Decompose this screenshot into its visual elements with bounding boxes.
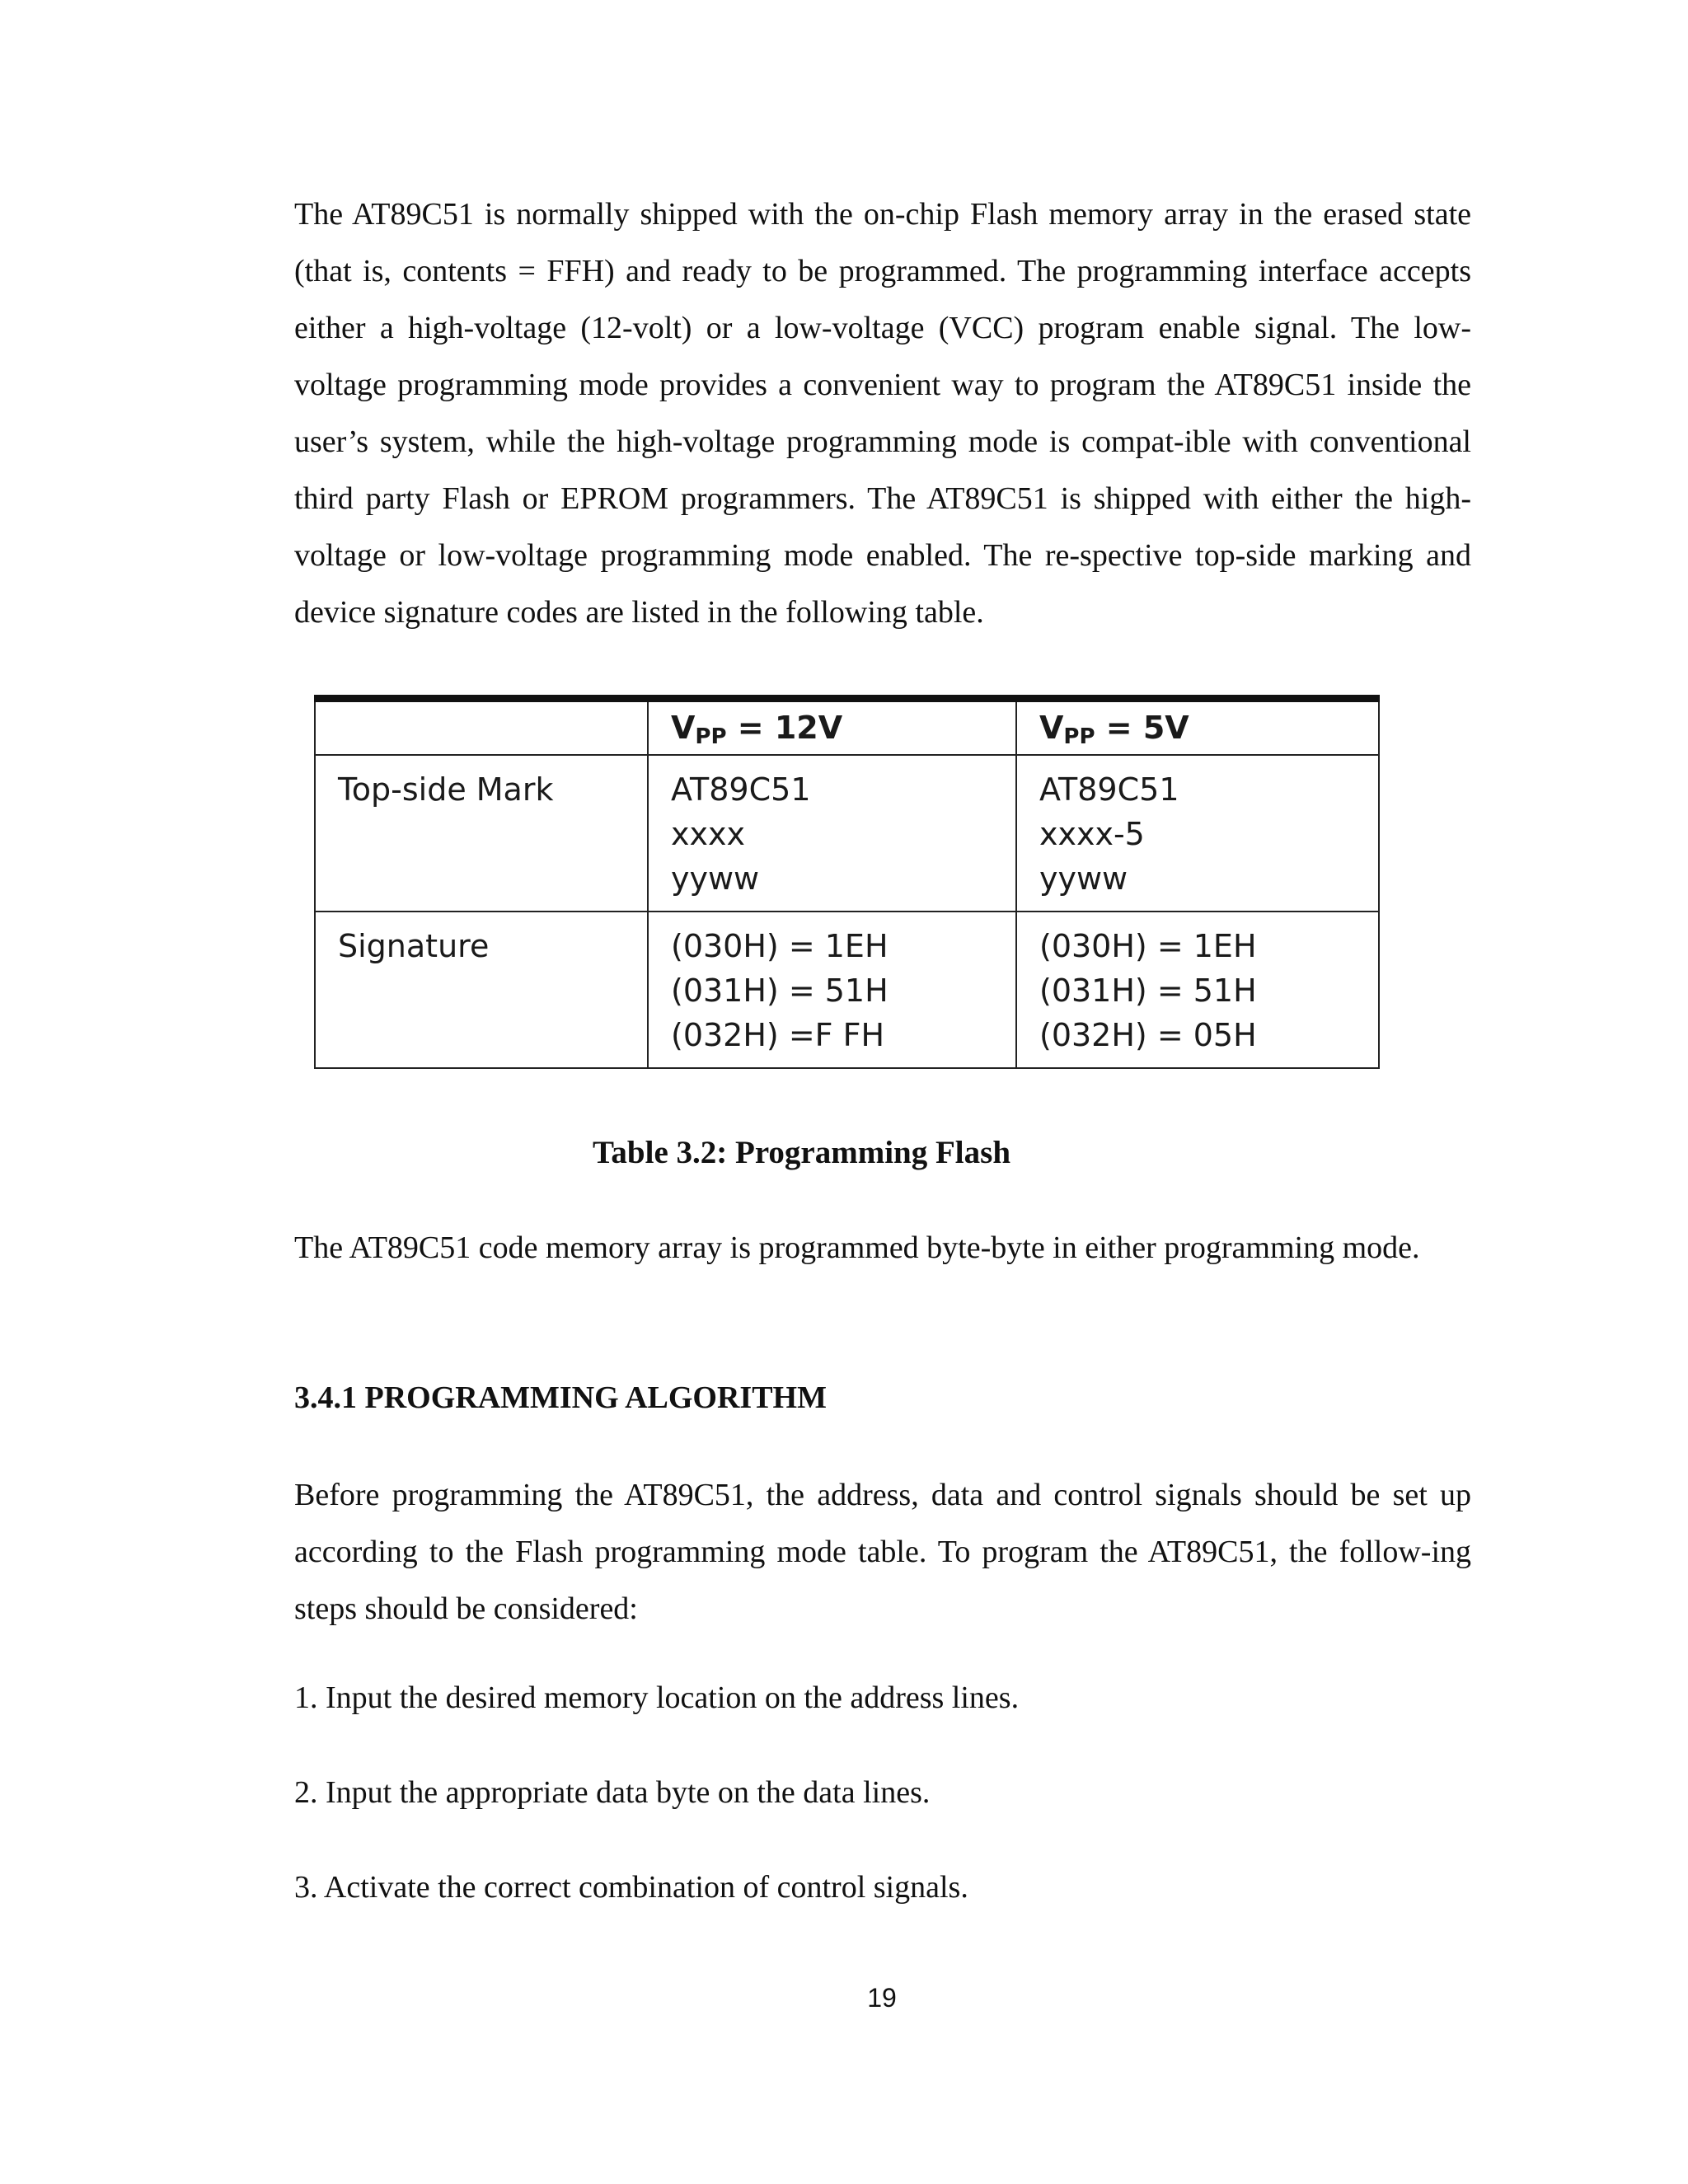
programming-flash-table: [314, 695, 1380, 1069]
signature-5v: (030H) = 1EH (031H) = 51H (032H) = 05H: [1016, 912, 1379, 1068]
paragraph-after-table: The AT89C51 code memory array is programmed byte-byte in either programming mode.: [294, 1230, 1420, 1265]
table-header-empty: [315, 699, 648, 755]
step-item: 3. Activate the correct combination of control signals.: [294, 1870, 968, 1905]
table-header-vpp-12v: $V_{PP} = 12V$: [648, 699, 1016, 755]
table-header-vpp-5v: $V_{PP} = 5V$: [1016, 699, 1379, 755]
top-side-mark-5v: AT89C51 xxxx-5 yyww: [1016, 755, 1379, 912]
top-side-mark-12v: AT89C51 xxxx yyww: [648, 755, 1016, 912]
step-item: 1. Input the desired memory location on the address lines.: [294, 1680, 1020, 1715]
row-label: Top-side Mark: [315, 755, 648, 912]
row-label: Signature: [315, 912, 648, 1068]
table-row: [315, 755, 1379, 912]
page-number: 19: [867, 1983, 897, 2013]
table-caption: Table 3.2: Programming Flash: [592, 1135, 1011, 1170]
intro-paragraph: The AT89C51 is normally shipped with the on-chip Flash memory array in the erased state (that is, contents = FFH) and ready to be programmed. The programming interface accepts either a high-voltage (12-volt) or a low-voltage (VCC) program enable signal. The low-voltage programming mode provides a convenient way to program the AT89C51 inside the user’s system, while the high-voltage programming mode is compat-ible with conventional third party Flash or EPROM programmers. The AT89C51 is shipped with either the high-voltage or low-voltage programming mode enabled. The re-spective top-side marking and device signature codes are listed in the following table.: [294, 197, 1471, 630]
step-item: 2. Input the appropriate data byte on the data lines.: [294, 1775, 931, 1810]
section-heading: 3.4.1 PROGRAMMING ALGORITHM: [294, 1380, 827, 1415]
signature-12v: (030H) = 1EH (031H) = 51H (032H) =F FH: [648, 912, 1016, 1068]
table-row: [315, 912, 1379, 1068]
algorithm-intro-paragraph: Before programming the AT89C51, the address, data and control signals should be set up according to the Flash programming mode table. To program the AT89C51, the follow-ing steps should be considered:: [294, 1478, 1471, 1626]
table-header-row: [315, 699, 1379, 755]
